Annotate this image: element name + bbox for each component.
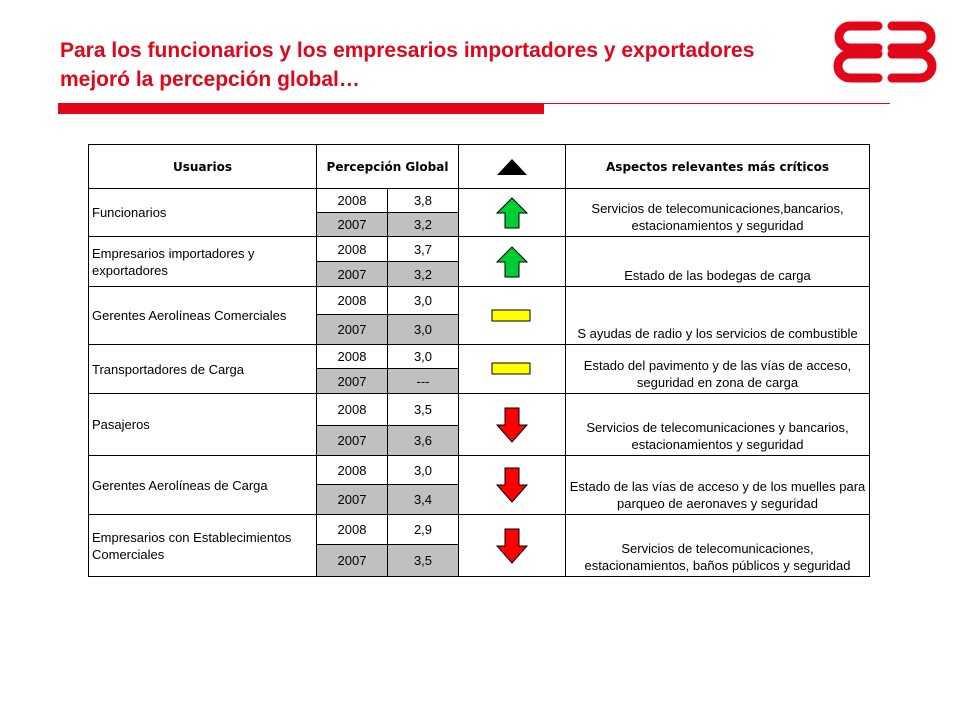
equal-bar-icon [491, 309, 533, 323]
aspects-cell: Servicios de telecomunicaciones,bancarios, estacionamientos y seguridad [566, 189, 869, 237]
trend-indicator-cell [459, 287, 566, 345]
trend-indicator-cell [459, 237, 566, 287]
trend-indicator-cell [459, 394, 566, 456]
aspects-cell: S ayudas de radio y los servicios de combustible [566, 287, 869, 345]
arrow-down-icon [495, 466, 529, 504]
year-2007-cell: 2007 [317, 426, 388, 456]
score-2007-cell: 3,4 [388, 485, 459, 515]
header-indicator [459, 145, 566, 189]
arrow-down-icon [495, 406, 529, 444]
aspects-cell: Servicios de telecomunicaciones, estacionamientos, baños públicos y seguridad [584, 541, 851, 573]
score-2008-cell: 3,8 [388, 189, 459, 213]
trend-indicator-cell [459, 515, 566, 576]
slide-title: Para los funcionarios y los empresarios importadores y exportadores mejoró la percepción global… [60, 39, 755, 91]
perception-table [88, 144, 870, 577]
header-perception: Percepción Global [317, 145, 459, 189]
logo-icon [826, 16, 944, 86]
year-2008-cell: 2008 [317, 394, 388, 426]
score-2007-cell: 3,2 [388, 262, 459, 287]
header-aspects: Aspectos relevantes más críticos [566, 145, 869, 189]
year-2007-cell: 2007 [317, 315, 388, 345]
aspects-cell: Estado de las bodegas de carga [566, 237, 869, 287]
user-cell: Pasajeros [89, 394, 317, 456]
year-2008-cell: 2008 [317, 456, 388, 485]
score-2008-cell: 3,0 [388, 456, 459, 485]
score-2008-cell: 2,9 [388, 515, 459, 545]
year-2008-cell: 2008 [317, 287, 388, 315]
score-2007-cell: 3,0 [388, 315, 459, 345]
header-users: Usuarios [89, 145, 317, 189]
equal-bar-icon [491, 362, 533, 376]
arrow-up-icon [495, 245, 529, 279]
trend-indicator-cell [459, 456, 566, 515]
year-2007-cell: 2007 [317, 485, 388, 515]
triangle-up-icon [495, 157, 529, 177]
year-2008-cell: 2008 [317, 189, 388, 213]
score-2007-cell: 3,5 [388, 545, 459, 576]
score-2008-cell: 3,5 [388, 394, 459, 426]
trend-indicator-cell [459, 189, 566, 237]
aspects-cell: Estado del pavimento y de las vías de acceso, seguridad en zona de carga [566, 345, 869, 394]
score-2008-cell: 3,7 [388, 237, 459, 262]
user-cell: Empresarios importadores y exportadores [89, 237, 317, 287]
arrow-up-icon [495, 196, 529, 230]
year-2008-cell: 2008 [317, 345, 388, 369]
score-2007-cell: 3,2 [388, 213, 459, 237]
user-cell: Funcionarios [89, 189, 317, 237]
aspects-cell: Estado de las vías de acceso y de los muelles para parqueo de aeronaves y seguridad [566, 456, 869, 515]
score-2007-cell: --- [388, 369, 459, 394]
score-2007-cell: 3,6 [388, 426, 459, 456]
year-2007-cell: 2007 [317, 369, 388, 394]
score-2008-cell: 3,0 [388, 287, 459, 315]
score-2008-cell: 3,0 [388, 345, 459, 369]
aspects-cell: Servicios de telecomunicaciones y bancarios, estacionamientos y seguridad [566, 394, 869, 456]
year-2007-cell: 2007 [317, 262, 388, 287]
title-divider-bar [58, 104, 544, 114]
year-2007-cell: 2007 [317, 213, 388, 237]
user-cell: Gerentes Aerolíneas de Carga [89, 456, 317, 515]
trend-indicator-cell [459, 345, 566, 394]
year-2008-cell: 2008 [317, 515, 388, 545]
year-2007-cell: 2007 [317, 545, 388, 576]
user-cell: Empresarios con Establecimientos Comerciales [89, 515, 317, 576]
user-cell: Transportadores de Carga [89, 345, 317, 394]
year-2008-cell: 2008 [317, 237, 388, 262]
arrow-down-icon [495, 527, 529, 565]
user-cell: Gerentes Aerolíneas Comerciales [89, 287, 317, 345]
